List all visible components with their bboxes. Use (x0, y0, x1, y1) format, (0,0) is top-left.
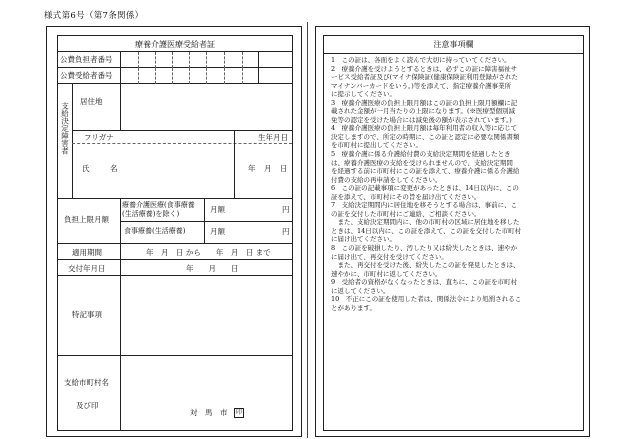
cap-row2-label: 食事療養(生活療養) (124, 227, 186, 235)
municipality-row (58, 356, 292, 430)
notes-title: 注意事項欄 (324, 36, 583, 54)
note-line: 載された金額が一月当たりの上限になります。(※医療型個別減 (331, 107, 516, 116)
issue-date-value: 年 月 日 (186, 264, 239, 273)
note-line: また、再交付を受けた後、紛失したこの証を発見したときは、 (331, 261, 520, 270)
note-line: に届け出てください。 (331, 235, 396, 244)
note-line: に提示してください。 (331, 90, 396, 99)
name-label-a: 氏 (82, 164, 90, 173)
certificate-table (57, 35, 293, 431)
period-value: 年 月 日 から 年 月 日 まで (146, 248, 271, 257)
note-line: 4 療養介護医療の負担上限月額は毎年利用者の収入等に応じて (331, 124, 518, 133)
note-line: を市町村に提出してください。 (331, 141, 422, 150)
birth-date-label: 生年月日 (258, 133, 288, 142)
beneficiary-block (58, 84, 292, 199)
note-line: とがあります。 (331, 303, 376, 312)
note-line: 付費の支給の再申請をしてください。 (331, 175, 442, 184)
note-line: 免等の認定を受けた場合には減免後の額が表示されています。) (331, 115, 512, 124)
form-number-header: 様式第6号（第7条関係） (44, 11, 144, 21)
public-payer-row (58, 52, 292, 68)
note-line: は、療養介護医療の支給を受けられませんので、支給決定期間 (331, 158, 513, 167)
cap-row2-prefix: 月額 (210, 227, 225, 236)
note-line: ービス受給者証及び(マイナ保険証(健康保険証利用登録がされた (331, 73, 518, 82)
birth-day-unit: 日 (280, 164, 288, 173)
recipient-number-label: 公費受給者番号 (60, 71, 113, 80)
note-line: 5 療養介護に係る介護給付費の支給決定期間を経過したとき (331, 150, 511, 159)
note-line: の証を交付した市町村にご連絡、ご相談ください。 (331, 209, 481, 218)
birth-month-unit: 月 (264, 164, 272, 173)
note-line: ときは、14日以内に、この証を添えて、この証を交付した市町村 (331, 226, 522, 235)
note-line: 10 不正にこの証を使用した者は、関係法令により処罰されるこ (331, 295, 522, 304)
cap-row2-unit: 円 (282, 227, 290, 236)
seal-icon: 印 (235, 409, 242, 416)
note-line: 1 この証は、各面をよく読んで大切に持っていてください。 (331, 56, 511, 64)
note-line: 速やかに、市町村に返してください。 (331, 269, 442, 278)
cap-row1-prefix: 月額 (210, 205, 225, 214)
note-line: 7 支給決定期間内に居住地を移そうとする場合は、事前に、こ (331, 201, 518, 210)
certificate-page (46, 26, 302, 437)
municipality-value: 対 馬 市 (190, 408, 228, 417)
notes-list (331, 56, 579, 312)
municipality-name (190, 408, 244, 418)
issue-date-row (58, 260, 292, 276)
notes-box (323, 35, 584, 431)
cap-block (58, 199, 292, 244)
note-line: 9 受給者の資格がなくなったときは、直ちに、この証を市町村 (331, 278, 518, 287)
cap-row1-label: 療養介護医療(食事療養(生活療養)を除く) (122, 201, 195, 218)
furigana-label: フリガナ (84, 133, 114, 142)
note-line: 2 療養介護を受けようとするときは、必ずこの証に障害福祉サ (331, 64, 518, 73)
cap-label: 負担上限月額 (64, 215, 109, 224)
note-line: また、支給決定期間内に、他の市町村の区域に居住地を移した (331, 218, 520, 227)
note-line: マイナンバーカードをいう。)等を添えて、指定療養介護事業所 (331, 81, 512, 90)
public-payer-label: 公費負担者番号 (60, 55, 113, 64)
note-line: 3 療養介護医療の負担上限月額はこの証の負担上限月額欄に記 (331, 98, 518, 107)
note-line: に返してください。 (331, 286, 390, 295)
certificate-title: 療養介護医療受給者証 (135, 40, 215, 49)
notes-page (315, 26, 590, 437)
remarks-label: 特記事項 (72, 310, 102, 319)
note-line: に届け出て、再交付を受けてください。 (331, 252, 448, 261)
address-label: 居住地 (80, 97, 103, 106)
note-line: 6 この証の記載事項に変更があったときは、14日以内に、この (331, 184, 519, 193)
issue-date-label: 交付年月日 (68, 264, 106, 273)
payment-decision-label: 支給決定障害者 (60, 102, 70, 155)
name-label-b: 名 (110, 164, 118, 173)
remarks-row (58, 276, 292, 356)
cap-row1-unit: 円 (282, 205, 290, 214)
note-line: 決定しますので、所定の時期に、この証と認定に必要な関係書類 (331, 132, 520, 141)
municipality-label-1: 支給市町村名 (64, 378, 109, 387)
period-row (58, 244, 292, 260)
certificate-title-row (58, 36, 292, 52)
birth-year-unit: 年 (248, 164, 256, 173)
note-line: を経過する前に市町村にこの証を添えて、療養介護に係る介護給 (331, 167, 520, 176)
period-label: 適用期間 (72, 248, 102, 257)
page-divider (307, 22, 308, 438)
recipient-number-row (58, 68, 292, 84)
municipality-label-2: 及び印 (76, 401, 99, 410)
note-line: 8 この証を破損したり、汚したり又は紛失したときは、速やか (331, 244, 518, 253)
note-line: 証を添えて、市町村にその旨を届け出てください。 (331, 192, 481, 201)
